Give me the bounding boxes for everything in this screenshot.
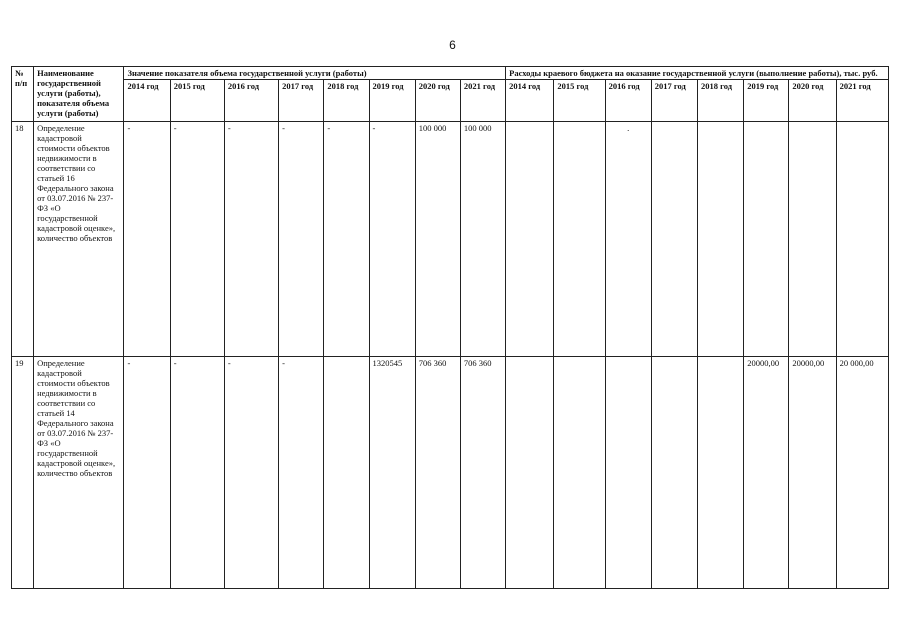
- expense-year-header: 2016 год: [605, 80, 651, 122]
- expense-cell: [554, 122, 605, 357]
- volume-year-header: 2018 год: [324, 80, 369, 122]
- budget-table: [11, 66, 889, 589]
- row-num: 19: [12, 357, 34, 589]
- header-expense-group: Расходы краевого бюджета на оказание государственной услуги (выполнение работы), тыс. руб.: [506, 67, 889, 80]
- row-num: 18: [12, 122, 34, 357]
- expense-cell: [651, 122, 697, 357]
- volume-cell: 100 000: [460, 122, 505, 357]
- row-name: Определение кадастровой стоимости объектов недвижимости в соответствии со статьей 14 Федерального закона от 03.07.2016 № 237-ФЗ «О государственной кадастровой оценке», количество объектов: [34, 357, 124, 589]
- expense-cell: .: [605, 122, 651, 357]
- volume-cell: -: [369, 122, 415, 357]
- expense-cell: [554, 357, 605, 589]
- volume-cell: -: [170, 122, 224, 357]
- volume-cell: -: [279, 357, 324, 589]
- expense-cell: [697, 357, 743, 589]
- expense-cell: 20 000,00: [836, 357, 888, 589]
- volume-cell: 100 000: [415, 122, 460, 357]
- expense-cell: [744, 122, 789, 357]
- volume-cell: -: [124, 122, 170, 357]
- expense-cell: [836, 122, 888, 357]
- volume-cell: -: [324, 122, 369, 357]
- volume-year-header: 2020 год: [415, 80, 460, 122]
- expense-cell: 20000,00: [744, 357, 789, 589]
- header-name: Наименование государственной услуги (работы), показателя объема услуги (работы): [34, 67, 124, 122]
- expense-year-header: 2018 год: [697, 80, 743, 122]
- expense-cell: 20000,00: [789, 357, 836, 589]
- volume-cell: 706 360: [415, 357, 460, 589]
- expense-year-header: 2015 год: [554, 80, 605, 122]
- expense-year-header: 2021 год: [836, 80, 888, 122]
- volume-year-header: 2017 год: [279, 80, 324, 122]
- table-row: [12, 122, 889, 357]
- expense-cell: [506, 357, 554, 589]
- volume-year-header: 2015 год: [170, 80, 224, 122]
- header-row-group: [12, 67, 889, 80]
- header-row-years: [12, 80, 889, 122]
- volume-cell: -: [279, 122, 324, 357]
- expense-cell: [651, 357, 697, 589]
- volume-cell: -: [124, 357, 170, 589]
- expense-year-header: 2020 год: [789, 80, 836, 122]
- volume-cell: 1320545: [369, 357, 415, 589]
- expense-cell: [605, 357, 651, 589]
- header-num: № п/п: [12, 67, 34, 122]
- volume-cell: 706 360: [460, 357, 505, 589]
- row-name: Определение кадастровой стоимости объектов недвижимости в соответствии со статьей 16 Федерального закона от 03.07.2016 № 237-ФЗ «О государственной кадастровой оценке», количество объектов: [34, 122, 124, 357]
- volume-cell: -: [170, 357, 224, 589]
- table-row: [12, 357, 889, 589]
- expense-year-header: 2017 год: [651, 80, 697, 122]
- expense-cell: [789, 122, 836, 357]
- header-volume-group: Значение показателя объема государственной услуги (работы): [124, 67, 506, 80]
- volume-cell: [324, 357, 369, 589]
- volume-year-header: 2014 год: [124, 80, 170, 122]
- volume-cell: -: [224, 357, 278, 589]
- expense-cell: [697, 122, 743, 357]
- volume-year-header: 2016 год: [224, 80, 278, 122]
- page-number: 6: [449, 38, 456, 52]
- expense-year-header: 2014 год: [506, 80, 554, 122]
- volume-year-header: 2021 год: [460, 80, 505, 122]
- volume-cell: -: [224, 122, 278, 357]
- expense-cell: [506, 122, 554, 357]
- expense-year-header: 2019 год: [744, 80, 789, 122]
- volume-year-header: 2019 год: [369, 80, 415, 122]
